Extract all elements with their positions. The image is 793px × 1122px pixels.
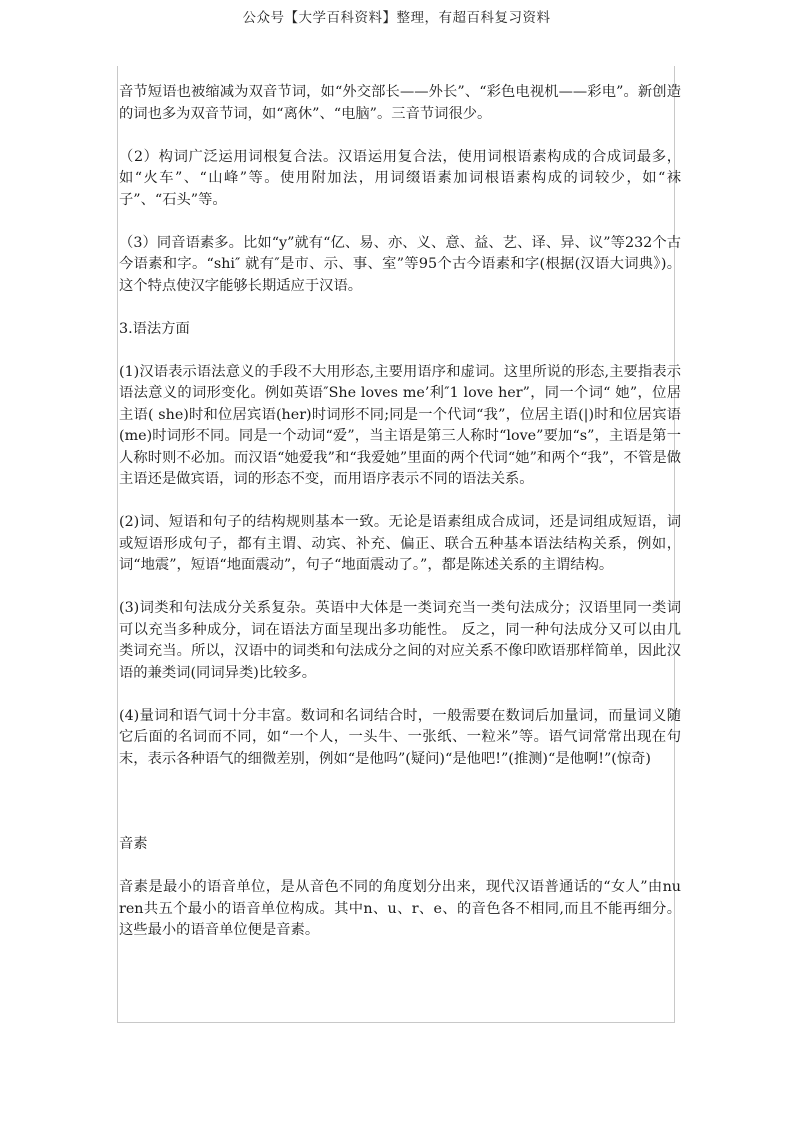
paragraph-grammar-structure: (2)词、短语和句子的结构规则基本一致。无论是语素组成合成词，还是词组成短语，词或短语形成句子，都有主谓、动宾、补充、偏正、联合五种基本语法结构关系，例如，词“地震”，短语“地面震动”，句子“地面震动了。”，都是陈述关系的主谓结构。: [119, 514, 681, 573]
document-body: [119, 82, 681, 942]
paragraph-homophones: （3）同音语素多。比如“y”就有“亿、易、亦、义、意、益、艺、译、异、议”等232个古今语素和字。“shi″ 就有″是市、示、事、室”等95个古今语素和字(根据(汉语大词典》)。这个特点使汉字能够长期适应于汉语。: [119, 234, 681, 294]
section-heading-grammar: 3.语法方面: [119, 320, 190, 337]
page-header: 公众号【大学百科资料】整理，有超百科复习资料: [242, 10, 551, 26]
paragraph-word-classes: (3)词类和句法成分关系复杂。英语中大体是一类词充当一类句法成分；汉语里同一类词可以充当多种成分，词在语法方面呈现出多功能性。 反之，同一种句法成分又可以由几类词充当。所以，汉语中的词类和句法成分之间的对应关系不像印欧语那样简单，因此汉语的兼类词(同词异类)比较多。: [119, 600, 681, 681]
paragraph-phoneme: 音素是最小的语音单位，是从音色不同的角度划分出来，现代汉语普通话的“女人”由nu ren共五个最小的语音单位构成。其中n、u、r、e、的音色各不相同,而且不能再细分。这些最小的语音单位便是音素。: [119, 879, 681, 938]
paragraph-grammar-word-order: (1)汉语表示语法意义的手段不大用形态,主要用语序和虚词。这里所说的形态,主要指表示语法意义的词形变化。例如英语″She loves me’利″1 love her”，同一个词“ 她”，位居主语( she)时和位居宾语(her)时词形不同;同是一个代词“我”，位居主语(|)时和位居宾语(me)时词形不同。同是一个动词“爱”，当主语是第三人称时“love”要加“s”，主语是第一人称时则不必加。而汉语“她爱我”和“我爱她”里面的两个代词“她”和两个“我”，不管是做主语还是做宾语，词的形态不变，而用语序表示不同的语法关系。: [119, 363, 681, 487]
section-heading-phoneme: 音素: [119, 836, 148, 852]
paragraph-syllable-words: 音节短语也被缩减为双音节词，如“外交部长——外长”、“彩色电视机——彩电”。新创造的词也多为双音节词，如“离休”、“电脑”。三音节词很少。: [119, 84, 681, 122]
paragraph-compound-words: （2）构词广泛运用词根复合法。汉语运用复合法，使用词根语素构成的合成词最多，如“火车”、“山峰”等。使用附加法，用词缀语素加词根语素构成的词较少，如“袜子”、“石头”等。: [119, 148, 681, 208]
paragraph-measure-words: (4)量词和语气词十分丰富。数词和名词结合时，一般需要在数词后加量词，而量词义随它后面的名词而不同，如“一个人，一头牛、一张纸、一粒米”等。语气词常常出现在句末，表示各种语气的细微差别，例如“是他吗”(疑问)“是他吧!”(推测)“是他啊!”(惊奇): [119, 707, 681, 767]
